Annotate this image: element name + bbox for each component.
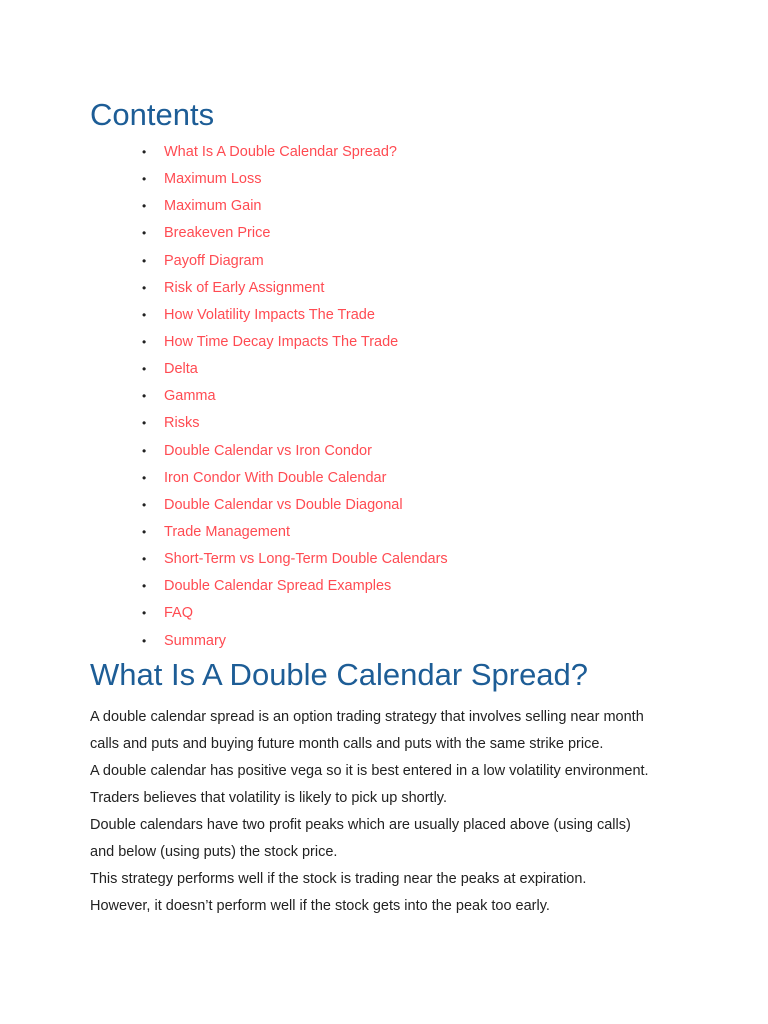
- toc-item: [90, 356, 690, 383]
- toc-item: [90, 410, 690, 437]
- toc-item: [90, 465, 690, 492]
- bullet-icon: •: [142, 497, 147, 512]
- toc-item: [90, 519, 690, 546]
- toc-item: [90, 275, 690, 302]
- bullet-icon: •: [142, 362, 147, 377]
- body-line: However, it doesn’t perform well if the stock gets into the peak too early.: [90, 898, 550, 915]
- bullet-icon: •: [142, 633, 147, 648]
- toc-item: [90, 248, 690, 275]
- bullet-icon: •: [142, 552, 147, 567]
- toc-link-risks[interactable]: Risks: [164, 415, 200, 432]
- toc-link-summary[interactable]: Summary: [164, 632, 227, 649]
- bullet-icon: •: [142, 172, 147, 187]
- bullet-icon: •: [142, 280, 147, 295]
- bullet-icon: •: [142, 606, 147, 621]
- toc-link-iron-condor-with-double-calendar[interactable]: Iron Condor With Double Calendar: [164, 469, 387, 486]
- bullet-icon: •: [142, 253, 147, 268]
- body-line: calls and puts and buying future month calls and puts with the same strike price.: [90, 735, 604, 752]
- toc-item: [90, 220, 690, 247]
- body-line: A double calendar spread is an option trading strategy that involves selling near month: [90, 708, 644, 725]
- bullet-icon: •: [142, 226, 147, 241]
- toc-link-payoff-diagram[interactable]: Payoff Diagram: [164, 252, 264, 269]
- table-of-contents: [90, 139, 690, 655]
- toc-link-spread-examples[interactable]: Double Calendar Spread Examples: [164, 578, 392, 595]
- toc-item: [90, 546, 690, 573]
- contents-heading: Contents: [90, 97, 215, 132]
- toc-item: [90, 573, 690, 600]
- toc-link-delta[interactable]: Delta: [164, 361, 198, 378]
- toc-item: [90, 302, 690, 329]
- bullet-icon: •: [142, 307, 147, 322]
- bullet-icon: •: [142, 416, 147, 431]
- toc-link-maximum-loss[interactable]: Maximum Loss: [164, 171, 262, 188]
- toc-item: [90, 329, 690, 356]
- section-heading: What Is A Double Calendar Spread?: [90, 656, 589, 692]
- body-line: This strategy performs well if the stock is trading near the peaks at expiration.: [90, 871, 587, 888]
- toc-link-breakeven-price[interactable]: Breakeven Price: [164, 225, 271, 242]
- toc-item: [90, 139, 690, 166]
- toc-item: [90, 383, 690, 410]
- bullet-icon: •: [142, 470, 147, 485]
- toc-item: [90, 492, 690, 519]
- toc-link-trade-management[interactable]: Trade Management: [164, 523, 291, 540]
- toc-link-faq[interactable]: FAQ: [164, 605, 194, 622]
- bullet-icon: •: [142, 579, 147, 594]
- toc-item: [90, 600, 690, 627]
- bullet-icon: •: [142, 443, 147, 458]
- bullet-icon: •: [142, 145, 147, 159]
- toc-item: [90, 438, 690, 465]
- toc-link-what-is-double-calendar[interactable]: What Is A Double Calendar Spread?: [164, 144, 397, 160]
- toc-link-risk-early-assignment[interactable]: Risk of Early Assignment: [164, 279, 325, 296]
- toc-link-double-calendar-vs-double-diagonal[interactable]: Double Calendar vs Double Diagonal: [164, 496, 403, 513]
- bullet-icon: •: [142, 524, 147, 539]
- toc-link-gamma[interactable]: Gamma: [164, 388, 216, 405]
- toc-link-double-calendar-vs-iron-condor[interactable]: Double Calendar vs Iron Condor: [164, 442, 372, 459]
- body-line: Traders believes that volatility is likely to pick up shortly.: [90, 789, 447, 806]
- body-line: and below (using puts) the stock price.: [90, 844, 338, 861]
- bullet-icon: •: [142, 389, 147, 404]
- bullet-icon: •: [142, 334, 147, 349]
- bullet-icon: •: [142, 199, 147, 214]
- toc-link-maximum-gain[interactable]: Maximum Gain: [164, 198, 262, 215]
- toc-item: [90, 166, 690, 193]
- toc-link-time-decay-impact[interactable]: How Time Decay Impacts The Trade: [164, 333, 399, 350]
- toc-item: [90, 628, 690, 655]
- document-page: [90, 94, 690, 920]
- body-line: A double calendar has positive vega so it is best entered in a low volatility environment.: [90, 762, 649, 779]
- toc-item: [90, 193, 690, 220]
- toc-link-volatility-impact[interactable]: How Volatility Impacts The Trade: [164, 306, 375, 323]
- toc-link-short-vs-long-term[interactable]: Short-Term vs Long-Term Double Calendars: [164, 551, 448, 568]
- section-body: [90, 704, 690, 921]
- body-line: Double calendars have two profit peaks which are usually placed above (using calls): [90, 817, 631, 834]
